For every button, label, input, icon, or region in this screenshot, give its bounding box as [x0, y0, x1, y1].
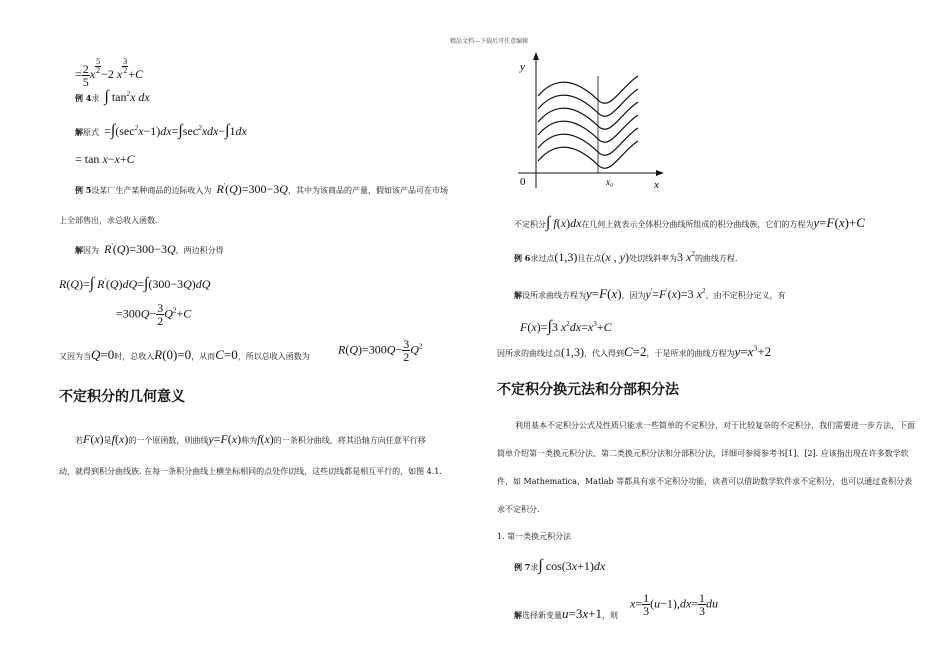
integral-curve — [538, 76, 638, 103]
total-revenue-formula: R(Q)=300Q− $\frac{3}{2}$ $Q^2$ — [338, 337, 423, 364]
origin-label: 0 — [520, 176, 526, 188]
formula-result-line: = $\frac{2}{5}$ x $^{\frac{5}{2}}$ −2 x $^{\frac{3}{2}}$ +C — [75, 57, 144, 89]
subsection-title: 1. 第一类换元积分法 — [497, 532, 572, 541]
section-title-substitution: 不定积分换元法和分部积分法 — [497, 382, 679, 398]
integral-curve — [538, 115, 638, 142]
example-7: 例 7求∫ cos(3x+1)dx — [514, 557, 606, 574]
example-4: 例 4求 ∫ $\tan^2x$ dx — [75, 88, 150, 105]
integral-curve — [538, 102, 638, 129]
solution-4-result: = tan x−x+C — [75, 152, 135, 166]
formula-F-integral: F(x)=∫3 $x^2dx=x^3+C$ — [520, 318, 612, 335]
x-axis-arrow-icon — [656, 170, 664, 176]
geometric-paragraph-line1: 若F(x)是f(x)的一个原函数，则曲线y=F(x)称为f(x)的一条积分曲线，将其沿轴方向任意平行移 — [75, 432, 426, 446]
integral-curve — [538, 141, 638, 168]
solution-4: 解原式 $=\int(\sec^2x-1)dx=\int\sec^2xdx-\int 1dx$ — [75, 122, 247, 139]
example-5: 例 5设某厂生产某种商品的边际收入为 R'(Q)=300−3Q，其中为该商品的产量，假如该产品可在市场 — [75, 182, 448, 196]
since-line: 因所求的曲线过点(1,3)，代入得到C=2，于是所求的曲线方程为$y=x^3+2$ — [497, 343, 772, 359]
example-6: 例 6求过点(1,3)且在点(x , y)处切线斜率为3 $x^2$的曲线方程. — [514, 250, 738, 264]
formula-R-result: =300Q− $\frac{3}{2}$ $Q^2+C$ — [116, 301, 192, 328]
substitution-formula: x= $\frac{1}{3}$ (u−1),dx= $\frac{1}{3}$ du — [630, 591, 718, 618]
integral-curve — [538, 128, 638, 155]
condition-line: 又因为当Q=0时，总收入R(0)=0，从而C=0，所以总收入函数为 — [59, 347, 310, 362]
integral-curve-family — [538, 76, 638, 168]
definition-line: 不定积分∫ f(x)dx在几何上就表示全体积分曲线所组成的积分曲线族，它们的方程为y=F(x)+C — [514, 214, 865, 231]
integral-curves-figure — [510, 48, 670, 193]
example-5-cont: 上全部售出，求总收入函数. — [59, 216, 158, 225]
integral-curve — [538, 89, 638, 116]
section-title-geometric: 不定积分的几何意义 — [59, 389, 185, 405]
x0-label: x₀ — [606, 177, 614, 187]
x-axis-label: x — [654, 179, 659, 191]
intro-paragraph: 利用基本不定积分公式及性质只能求一些简单的不定积分，对于比较复杂的不定积分，我们需要进一步方法，下面简单介绍第一类换元积分法、第二类换元积分法和分部积分法，详细可参阅参考书[1]、[2]. 应该指出现在许多数学软件，如 Mathematica，Matlab 等都具有求不定积分功能，读者可以借助数学软件求不定积分，也可以通过查积分表求不定积分. — [497, 421, 915, 514]
y-axis-label: y — [520, 61, 525, 73]
geometric-paragraph-line2: 动，就得到积分曲线族. 在每一条积分曲线上横坐标相同的点处作切线，这些切线都是相互平行的，如图 4.1. — [59, 467, 442, 476]
solution-5: 解因为 R'(Q)=300−3Q，两边积分得 — [75, 242, 224, 256]
page-header: 精品文档---下载后可任意编辑 — [450, 38, 529, 45]
solution-6: 解设所求曲线方程为y=F(x)，因为y'=F'(x)=3 $x^2$，由不定积分定义，有 — [514, 286, 786, 301]
formula-R-integral: R(Q)=∫ R'(Q)dQ=∫(300−3Q)dQ — [59, 275, 211, 292]
y-axis-arrow-icon — [533, 52, 539, 60]
solution-7: 解选择新变量u=3x+1，则 — [514, 606, 618, 621]
